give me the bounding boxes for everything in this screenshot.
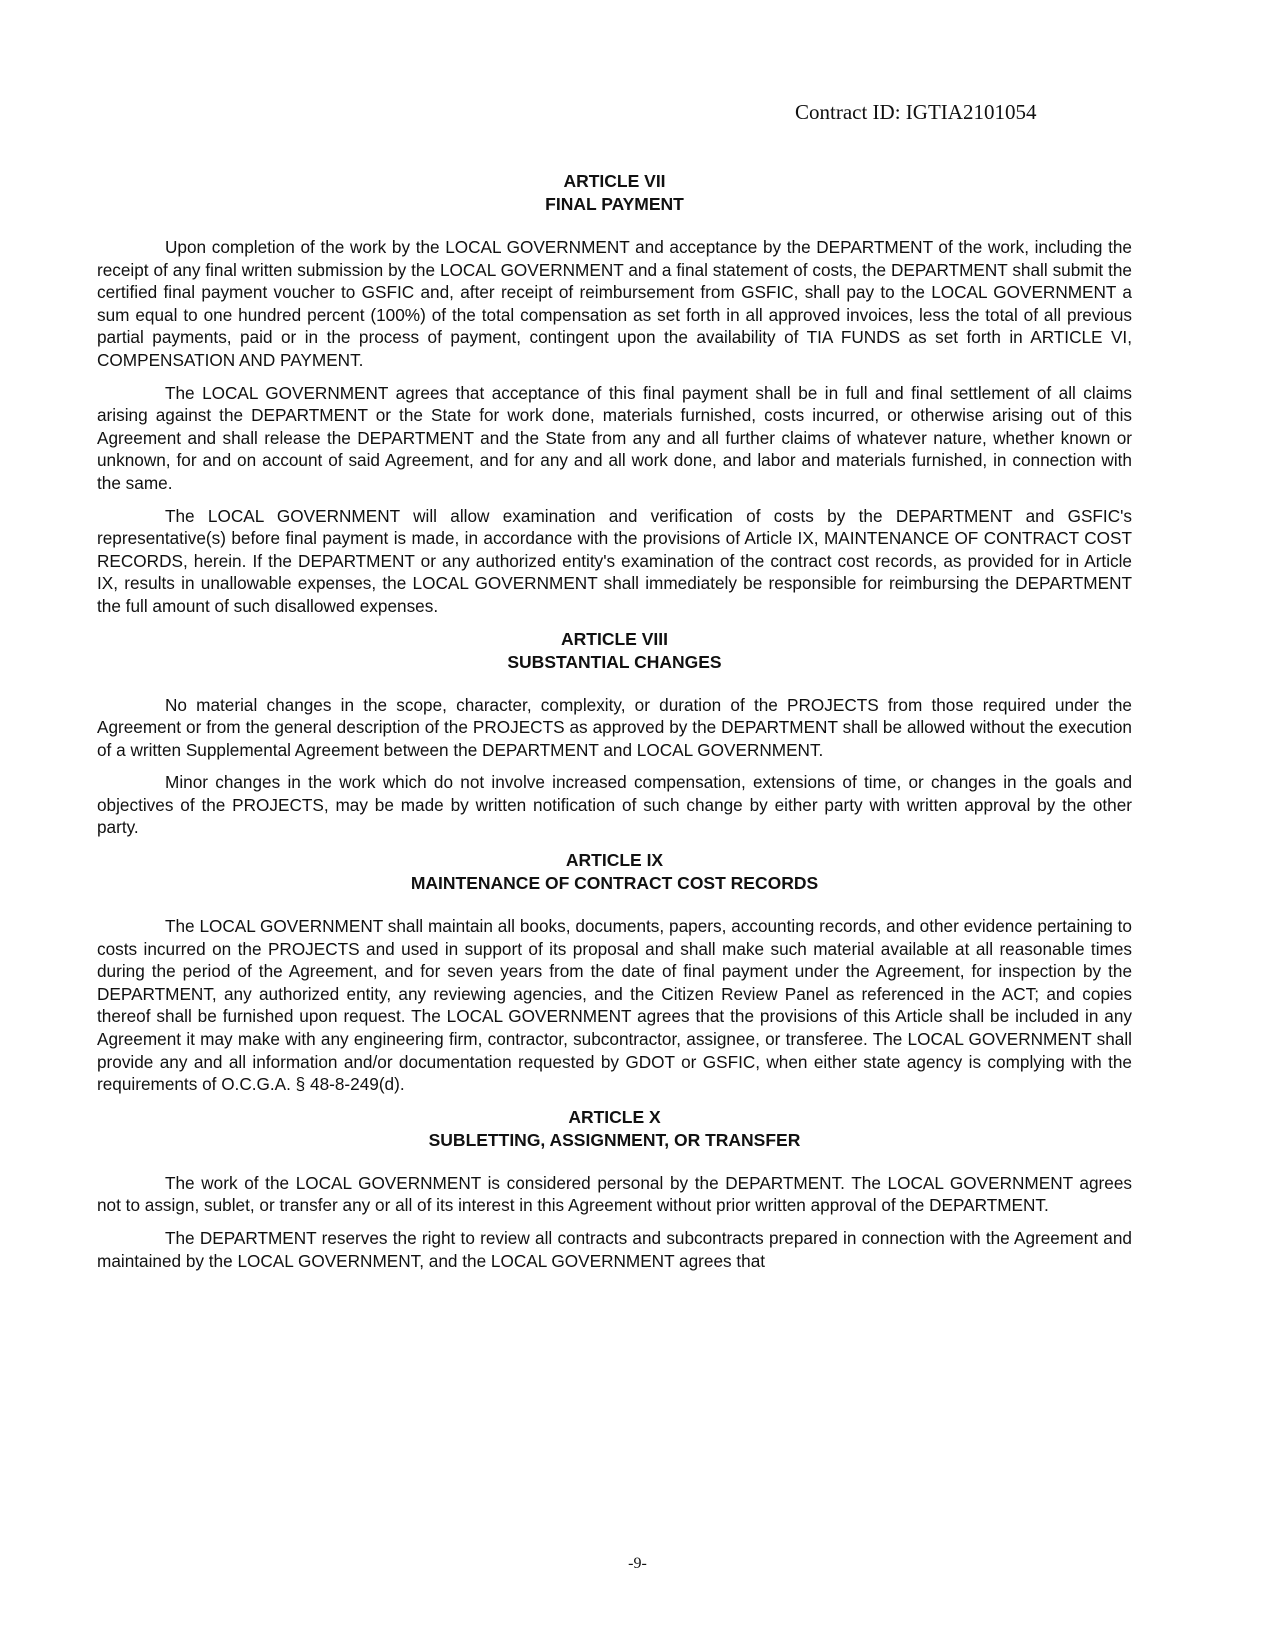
article-number: ARTICLE IX [565,850,664,871]
article-title: SUBSTANTIAL CHANGES [507,651,722,672]
article-number: ARTICLE X [568,1106,661,1127]
paragraph: Minor changes in the work which do not involve increased compensation, extensions of time, or changes in the goals and objectives of the PROJECTS, may be made by written notification of such change by either party with written approval by the other party. [97,772,1132,838]
article-number: ARTICLE VIII [561,628,668,649]
article-title: MAINTENANCE OF CONTRACT COST RECORDS [410,873,819,894]
paragraph: No material changes in the scope, character, complexity, or duration of the PROJECTS from those required under the Agreement or from the general description of the PROJECTS as approved by the DEPARTMENT shall be allowed without the execution of a written Supplemental Agreement between the DEPARTMENT and LOCAL GOVERNMENT. [97,694,1132,760]
article-vii [97,170,1132,618]
page-number: -9- [628,1555,647,1572]
article-title: FINAL PAYMENT [545,194,684,214]
article-viii [97,628,1132,840]
article-title: SUBLETTING, ASSIGNMENT, OR TRANSFER [428,1129,801,1150]
article-ix [97,849,1132,1096]
paragraph: The LOCAL GOVERNMENT shall maintain all books, documents, papers, accounting records, and other evidence pertaining to costs incurred on the PROJECTS and used in support of its proposal and shall make such material available at all reasonable times during the period of the Agreement, and for seven years from the date of final payment under the Agreement, for inspection by the DEPARTMENT, any authorized entity, any reviewing agencies, and the Citizen Review Panel as referenced in the ACT; and copies thereof shall be furnished upon request. The LOCAL GOVERNMENT agrees that the provisions of this Article shall be included in any Agreement it may make with any engineering firm, contractor, subcontractor, assignee, or transferee. The LOCAL GOVERNMENT shall provide any and all information and/or documentation requested by GDOT or GSFIC, when either state agency is complying with the requirements of O.C.G.A. § 48-8-249(d). [97,916,1132,1095]
document-body [97,170,1132,1282]
paragraph: The LOCAL GOVERNMENT agrees that acceptance of this final payment shall be in full and final settlement of all claims arising against the DEPARTMENT or the State for work done, materials furnished, costs incurred, or otherwise arising out of this Agreement and shall release the DEPARTMENT and the State from any and all further claims of whatever nature, whether known or unknown, for and on account of said Agreement, and for any and all work done, and labor and materials furnished, in connection with the same. [97,382,1132,493]
paragraph: The LOCAL GOVERNMENT will allow examination and verification of costs by the DEPARTMENT and GSFIC's representative(s) before final payment is made, in accordance with the provisions of Article IX, MAINTENANCE OF CONTRACT COST RECORDS, herein. If the DEPARTMENT or any authorized entity's examination of the contract cost records, as provided for in Article IX, results in unallowable expenses, the LOCAL GOVERNMENT shall immediately be responsible for reimbursing the DEPARTMENT the full amount of such disallowed expenses. [97,505,1132,616]
article-number: ARTICLE VII [563,171,666,191]
paragraph: The work of the LOCAL GOVERNMENT is considered personal by the DEPARTMENT. The LOCAL GOVERNMENT agrees not to assign, sublet, or transfer any or all of its interest in this Agreement without prior written approval of the DEPARTMENT. [97,1172,1132,1216]
contract-id: Contract ID: IGTIA2101054 [795,100,1037,124]
paragraph: Upon completion of the work by the LOCAL GOVERNMENT and acceptance by the DEPARTMENT of the work, including the receipt of any final written submission by the LOCAL GOVERNMENT and a final statement of costs, the DEPARTMENT shall submit the certified final payment voucher to GSFIC and, after receipt of reimbursement from GSFIC, shall pay to the LOCAL GOVERNMENT a sum equal to one hundred percent (100%) of the total compensation as set forth in all approved invoices, less the total of all previous partial payments, paid or in the process of payment, contingent upon the availability of TIA FUNDS as set forth in ARTICLE VI, COMPENSATION AND PAYMENT. [97,237,1132,370]
article-x [97,1106,1132,1272]
paragraph: The DEPARTMENT reserves the right to review all contracts and subcontracts prepared in connection with the Agreement and maintained by the LOCAL GOVERNMENT, and the LOCAL GOVERNMENT agrees that [97,1228,1132,1271]
